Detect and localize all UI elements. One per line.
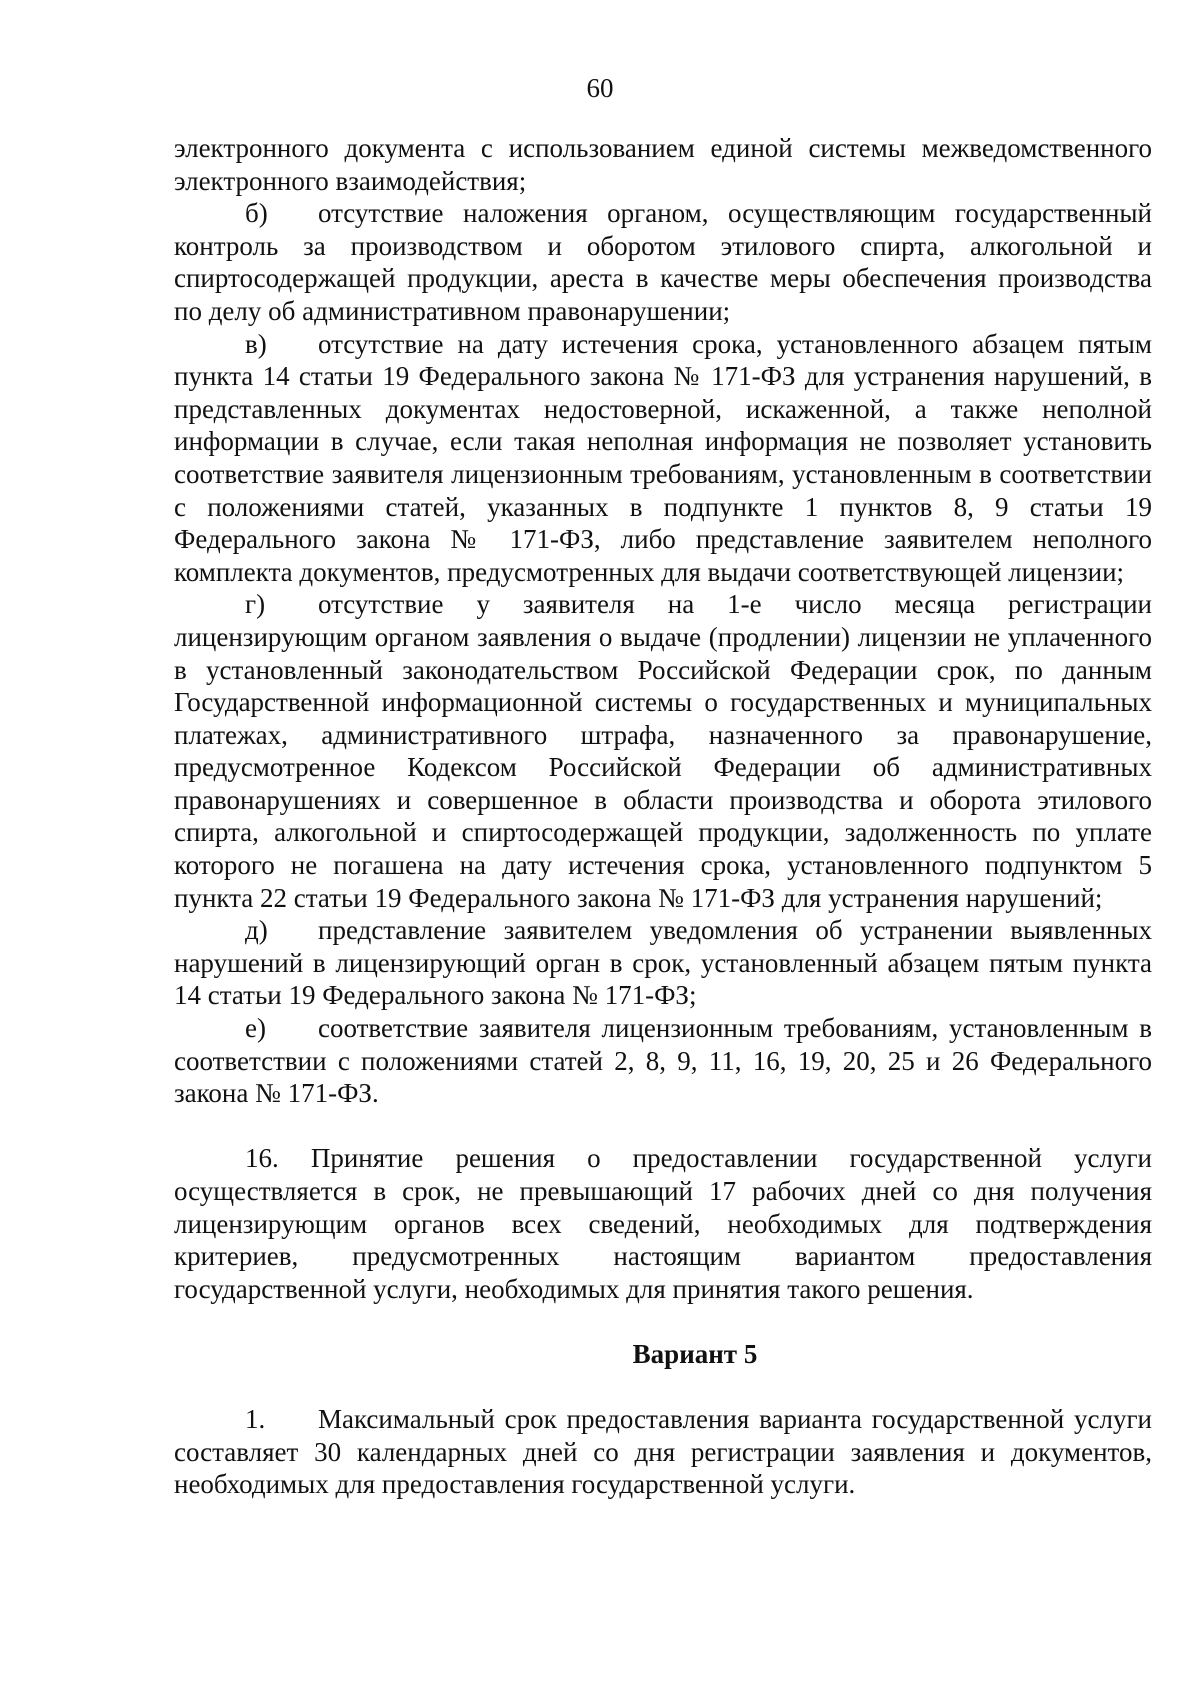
document-body [174,132,1152,1501]
item-v-text: отсутствие на дату истечения срока, установленного абзацем пятым пункта 14 статьи 19 Федерального закона № 171-ФЗ для устранения нарушений, в представленных документах недостоверной, искаженной, а также неполной информации в случае, если такая неполная информация не позволяет установить соответствие заявителя лицензионным требованиям, установленным в соответствии с положениями статей, указанных в подпункте 1 пунктов 8, 9 статьи 19 Федерального закона № 171-ФЗ, либо представление заявителем неполного комплекта документов, предусмотренных для выдачи соответствующей лицензии; [174,328,1152,587]
heading-spacer-bottom [174,1371,1152,1404]
page-number: 60 [586,73,614,103]
variant-heading: Вариант 5 [632,1338,758,1369]
item-d-letter: д) [245,915,268,946]
item-b-paragraph [174,197,1152,327]
item-e-text: соответствие заявителя лицензионным требованиям, установленным в соответствии с положениями статей 2, 8, 9, 11, 16, 19, 20, 25 и 26 Федерального закона № 171-ФЗ. [174,1013,1152,1109]
variant-item-text: Максимальный срок предоставления варианта государственной услуги составляет 30 календарных дней со дня регистрации заявления и документов, необходимых для предоставления государственной услуги. [174,1404,1152,1500]
paragraph-16: 16. Принятие решения о предоставлении государственной услуги осуществляется в срок, не превышающий 17 рабочих дней со дня получения лицензирующим органов всех сведений, необходимых для подтверждения критериев, предусмотренных настоящим вариантом предоставления государственной услуги, необходимых для принятия такого решения. [174,1143,1152,1304]
paragraph-spacer [174,1110,1152,1143]
item-e-paragraph [174,1012,1152,1110]
item-v-letter: в) [245,328,267,359]
variant-item-number: 1. [245,1404,266,1435]
item-v-paragraph [174,328,1152,589]
item-g-paragraph [174,588,1152,914]
item-b-text: отсутствие наложения органом, осуществляющим государственный контроль за производством и оборотом этилового спирта, алкогольной и спиртосодержащей продукции, ареста в качестве меры обеспечения производства по делу об административном правонарушении; [174,198,1152,326]
item-d-text: представление заявителем уведомления об устранении выявленных нарушений в лицензирующий орган в срок, установленный абзацем пятым пункта 14 статьи 19 Федерального закона № 171-ФЗ; [174,915,1152,1011]
continuation-paragraph: электронного документа с использованием единой системы межведомственного электронного взаимодействия; [174,133,1152,196]
heading-spacer-top [174,1305,1152,1338]
item-b-letter: б) [245,198,268,229]
variant-item-paragraph [174,1403,1152,1501]
item-e-letter: е) [245,1013,266,1044]
item-d-paragraph [174,914,1152,1012]
item-g-letter: г) [245,589,266,620]
item-g-text: отсутствие у заявителя на 1-е число месяца регистрации лицензирующим органом заявления о выдаче (продлении) лицензии не уплаченного в установленный законодательством Российской Федерации срок, по данным Государственной информационной системы о государственных и муниципальных платежах, административного штрафа, назначенного за правонарушение, предусмотренное Кодексом Российской Федерации об административных правонарушениях и совершенное в области производства и оборота этилового спирта, алкогольной и спиртосодержащей продукции, задолженность по уплате которого не погашена на дату истечения срока, установленного подпунктом 5 пункта 22 статьи 19 Федерального закона № 171-ФЗ для устранения нарушений; [174,589,1152,913]
